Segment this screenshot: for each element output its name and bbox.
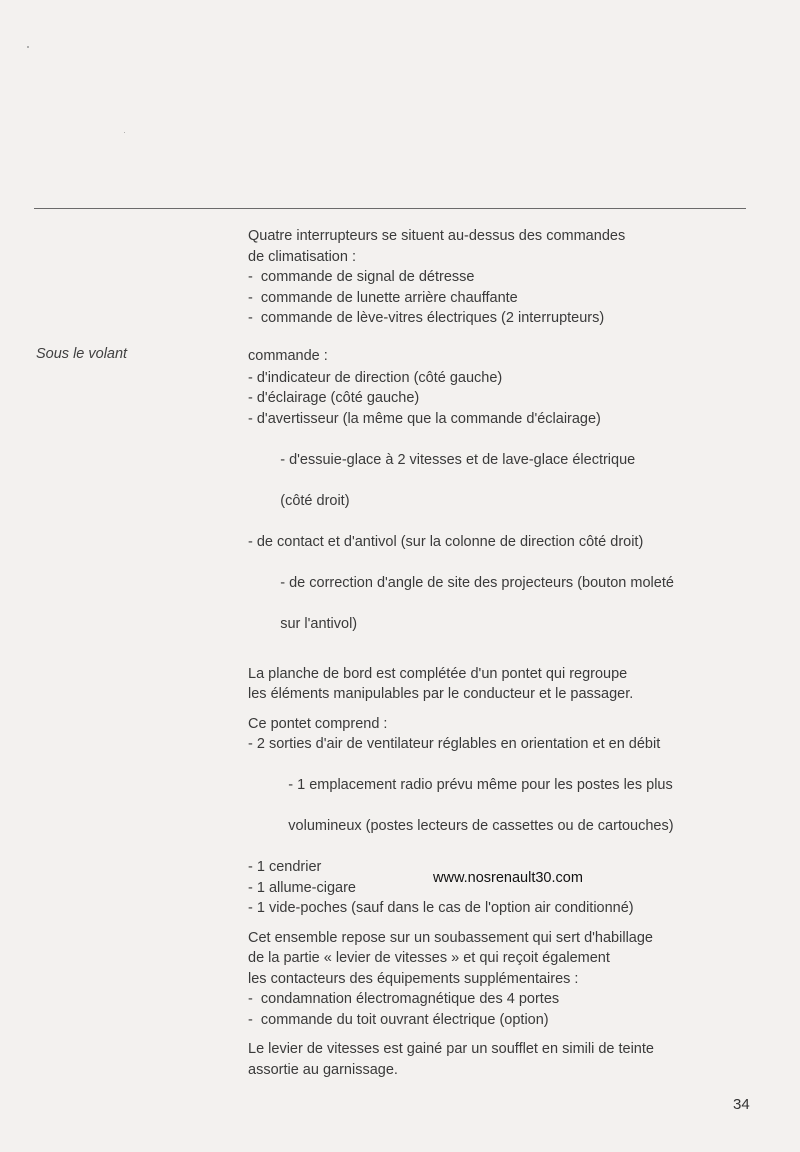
paper-speck bbox=[27, 46, 29, 48]
side-heading: Sous le volant bbox=[36, 346, 128, 362]
paragraph-line: Le levier de vitesses est gainé par un soufflet en simili de teinte bbox=[248, 1041, 654, 1057]
pontet-heading: Ce pontet comprend : bbox=[248, 715, 388, 732]
list-item: - commande de lève-vitres électriques (2 interrupteurs) bbox=[248, 310, 605, 326]
list-item: - condamnation électromagnétique des 4 portes bbox=[248, 991, 560, 1007]
list-item: - 2 sorties d'air de ventilateur réglables en orientation et en débit bbox=[248, 736, 661, 752]
list-item-line: - d'essuie-glace à 2 vitesses et de lave-glace électrique bbox=[280, 451, 636, 468]
intro-list bbox=[248, 267, 728, 329]
list-item: - d'éclairage (côté gauche) bbox=[248, 390, 420, 406]
list-item bbox=[248, 429, 728, 532]
list-item-line: - 1 emplacement radio prévu même pour les postes les plus bbox=[288, 777, 673, 793]
section-divider bbox=[34, 208, 746, 209]
list-item bbox=[248, 552, 728, 655]
list-item: - 1 allume-cigare bbox=[248, 879, 356, 896]
list-item: - commande de signal de détresse bbox=[248, 269, 475, 285]
main-text bbox=[248, 346, 728, 1080]
ensemble-section bbox=[248, 928, 728, 1031]
list-item: - commande de lunette arrière chauffante bbox=[248, 289, 518, 306]
paragraph-line: assortie au garnissage. bbox=[248, 1061, 398, 1078]
paragraph-line: de la partie « levier de vitesses » et qui reçoit également bbox=[248, 950, 610, 966]
list-item bbox=[248, 755, 728, 858]
levier-paragraph bbox=[248, 1039, 728, 1080]
pontet-section bbox=[248, 714, 728, 919]
intro-section bbox=[248, 226, 728, 329]
paper-speck bbox=[124, 132, 125, 133]
list-item: - 1 vide-poches (sauf dans le cas de l'option air conditionné) bbox=[248, 900, 634, 916]
planche-paragraph bbox=[248, 664, 728, 705]
list-item-line: - de correction d'angle de site des projecteurs (bouton moleté bbox=[280, 574, 674, 591]
paragraph-line: Cet ensemble repose sur un soubassement qui sert d'habillage bbox=[248, 929, 653, 946]
list-item: - commande du toit ouvrant électrique (option) bbox=[248, 1011, 549, 1028]
volant-list bbox=[248, 368, 728, 655]
list-item-line: sur l'antivol) bbox=[280, 615, 358, 632]
volant-heading: commande : bbox=[248, 348, 328, 364]
list-item: - de contact et d'antivol (sur la colonne de direction côté droit) bbox=[248, 533, 644, 550]
paragraph-line: les éléments manipulables par le conducteur et le passager. bbox=[248, 686, 634, 702]
paragraph-line: les contacteurs des équipements supplémentaires : bbox=[248, 970, 579, 987]
list-item: - d'avertisseur (la même que la commande d'éclairage) bbox=[248, 410, 601, 427]
intro-line: de climatisation : bbox=[248, 248, 356, 265]
list-item: - d'indicateur de direction (côté gauche) bbox=[248, 369, 503, 386]
list-item-line: volumineux (postes lecteurs de cassettes ou de cartouches) bbox=[288, 818, 674, 834]
page-number: 34 bbox=[733, 1096, 750, 1113]
ensemble-list bbox=[248, 989, 728, 1030]
intro-line: Quatre interrupteurs se situent au-dessus des commandes bbox=[248, 228, 626, 244]
pontet-list bbox=[248, 734, 728, 919]
list-item: - 1 cendrier bbox=[248, 859, 322, 875]
paragraph-line: La planche de bord est complétée d'un pontet qui regroupe bbox=[248, 665, 628, 682]
list-item-line: (côté droit) bbox=[280, 492, 350, 509]
watermark-url: www.nosrenault30.com bbox=[433, 870, 583, 886]
